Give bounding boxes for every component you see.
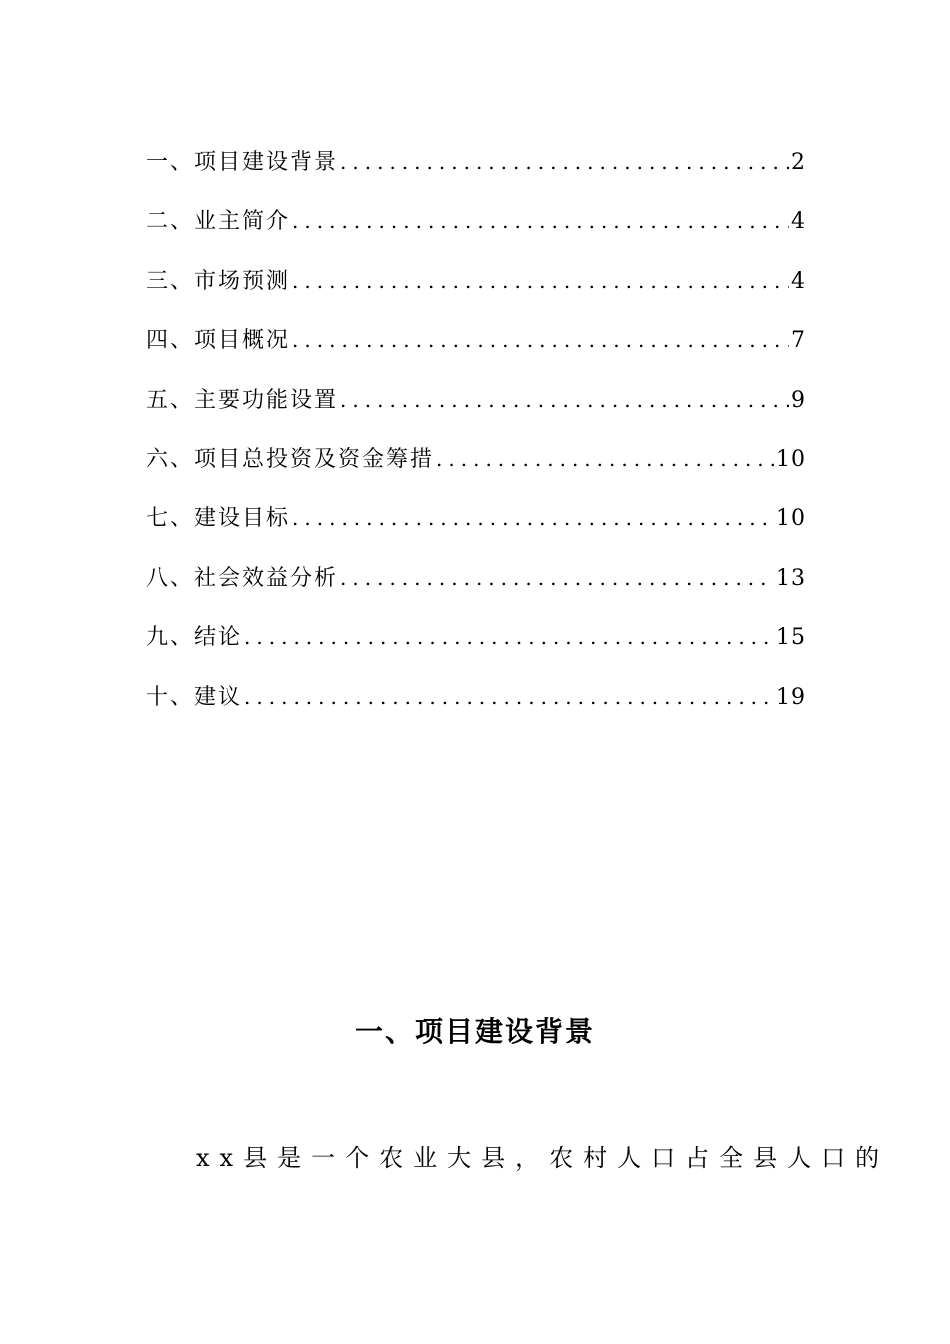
toc-entry[interactable] (146, 680, 806, 739)
toc-entry-page: 4 (791, 209, 806, 235)
toc-dot-leader (244, 685, 774, 709)
toc-entry-label: 九、结论 (146, 625, 243, 651)
body-paragraph: xx县是一个农业大县，农村人口占全县人口的 (196, 1144, 890, 1172)
toc-entry-page: 10 (776, 446, 806, 472)
toc-entry-label: 五、主要功能设置 (146, 387, 339, 413)
toc-entry-label: 六、项目总投资及资金筹措 (146, 446, 435, 472)
toc-entry-page: 9 (791, 387, 806, 413)
toc-dot-leader (244, 625, 774, 649)
toc-entry[interactable] (146, 620, 806, 679)
toc-entry-page: 15 (776, 625, 806, 651)
toc-dot-leader (340, 388, 789, 412)
toc-entry-page: 19 (776, 684, 806, 710)
toc-entry-label: 四、项目概况 (146, 328, 291, 354)
toc-entry-page: 2 (791, 150, 806, 175)
toc-dot-leader (340, 566, 774, 590)
toc-entry-label: 一、项目建设背景 (146, 150, 339, 175)
table-of-contents (146, 145, 806, 739)
toc-dot-leader (436, 447, 774, 471)
toc-entry-label: 十、建议 (146, 684, 243, 710)
toc-entry[interactable] (146, 264, 806, 323)
toc-dot-leader (292, 269, 789, 293)
toc-entry-label: 八、社会效益分析 (146, 565, 339, 591)
section-heading: 一、项目建设背景 (354, 1015, 595, 1048)
toc-entry[interactable] (146, 204, 806, 263)
toc-entry[interactable] (146, 501, 806, 560)
toc-dot-leader (340, 150, 789, 174)
toc-entry[interactable] (146, 383, 806, 442)
toc-entry-label: 三、市场预测 (146, 268, 291, 294)
toc-entry-label: 二、业主简介 (146, 209, 291, 235)
toc-entry-page: 13 (776, 565, 806, 591)
toc-entry-page: 10 (776, 506, 806, 532)
toc-entry-page: 4 (791, 268, 806, 294)
toc-entry[interactable] (146, 561, 806, 620)
toc-entry[interactable] (146, 323, 806, 382)
toc-entry-page: 7 (791, 328, 806, 354)
toc-entry[interactable] (146, 145, 806, 204)
toc-entry-label: 七、建设目标 (146, 506, 291, 532)
toc-dot-leader (292, 328, 789, 352)
toc-dot-leader (292, 506, 774, 530)
toc-dot-leader (292, 209, 789, 233)
toc-entry[interactable] (146, 442, 806, 501)
